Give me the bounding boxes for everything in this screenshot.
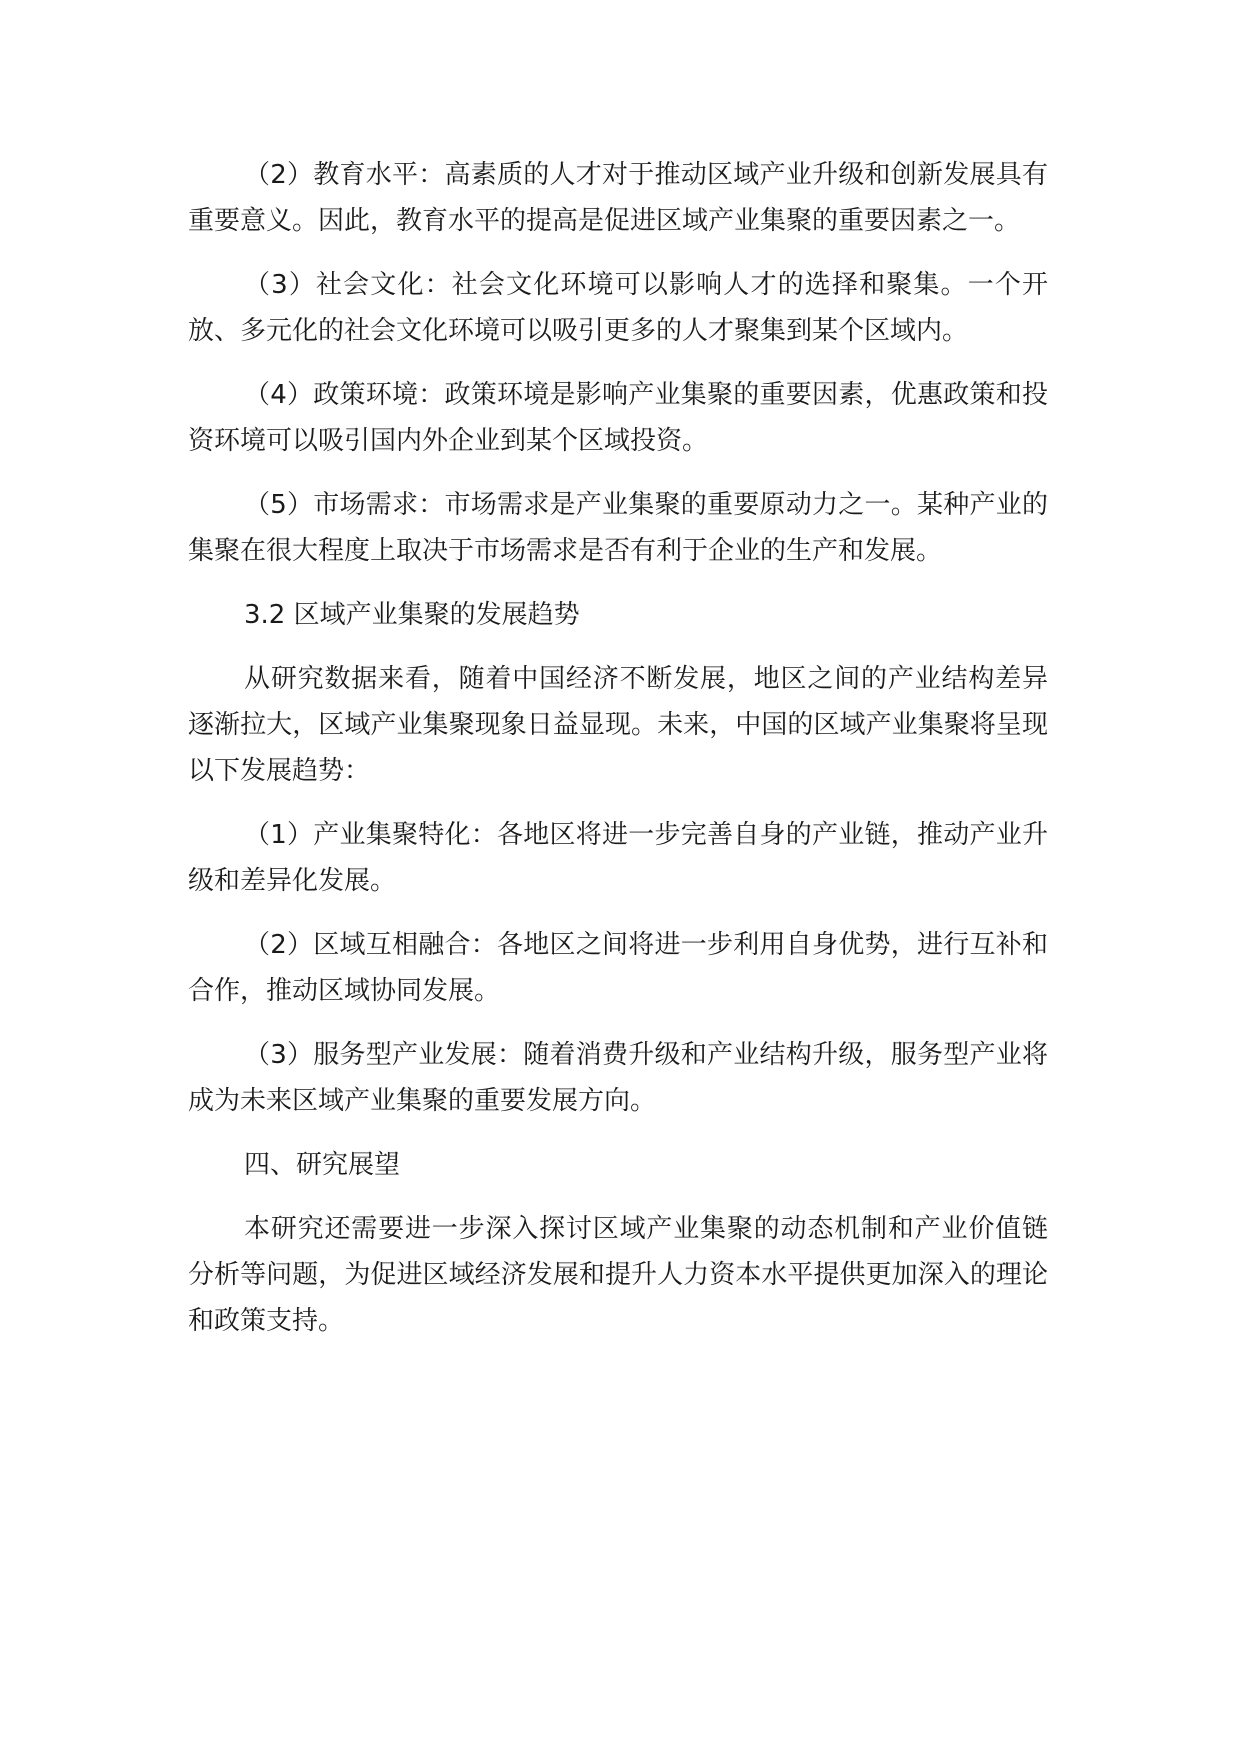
paragraph-trend-specialization: （1）产业集聚特化：各地区将进一步完善自身的产业链，推动产业升级和差异化发展。 [188, 820, 1048, 896]
paragraph-education-level: （2）教育水平：高素质的人才对于推动区域产业升级和创新发展具有重要意义。因此，教育水平的提高是促进区域产业集聚的重要因素之一。 [188, 160, 1048, 236]
paragraph-policy-environment: （4）政策环境：政策环境是影响产业集聚的重要因素，优惠政策和投资环境可以吸引国内外企业到某个区域投资。 [188, 380, 1048, 456]
document-body [188, 152, 1048, 1362]
paragraph-social-culture: （3）社会文化：社会文化环境可以影响人才的选择和聚集。一个开放、多元化的社会文化环境可以吸引更多的人才聚集到某个区域内。 [188, 270, 1048, 346]
section-heading-3-2: 3.2 区域产业集聚的发展趋势 [244, 600, 580, 630]
paragraph-trend-integration: （2）区域互相融合：各地区之间将进一步利用自身优势，进行互补和合作，推动区域协同发展。 [188, 930, 1048, 1006]
paragraph-market-demand: （5）市场需求：市场需求是产业集聚的重要原动力之一。某种产业的集聚在很大程度上取决于市场需求是否有利于企业的生产和发展。 [188, 490, 1048, 566]
paragraph-trend-service-industry: （3）服务型产业发展：随着消费升级和产业结构升级，服务型产业将成为未来区域产业集聚的重要发展方向。 [188, 1040, 1048, 1116]
paragraph-trend-intro: 从研究数据来看，随着中国经济不断发展，地区之间的产业结构差异逐渐拉大，区域产业集聚现象日益显现。未来，中国的区域产业集聚将呈现以下发展趋势： [188, 664, 1048, 786]
paragraph-research-outlook: 本研究还需要进一步深入探讨区域产业集聚的动态机制和产业价值链分析等问题，为促进区域经济发展和提升人力资本水平提供更加深入的理论和政策支持。 [188, 1214, 1048, 1336]
section-heading-4: 四、研究展望 [244, 1150, 401, 1180]
